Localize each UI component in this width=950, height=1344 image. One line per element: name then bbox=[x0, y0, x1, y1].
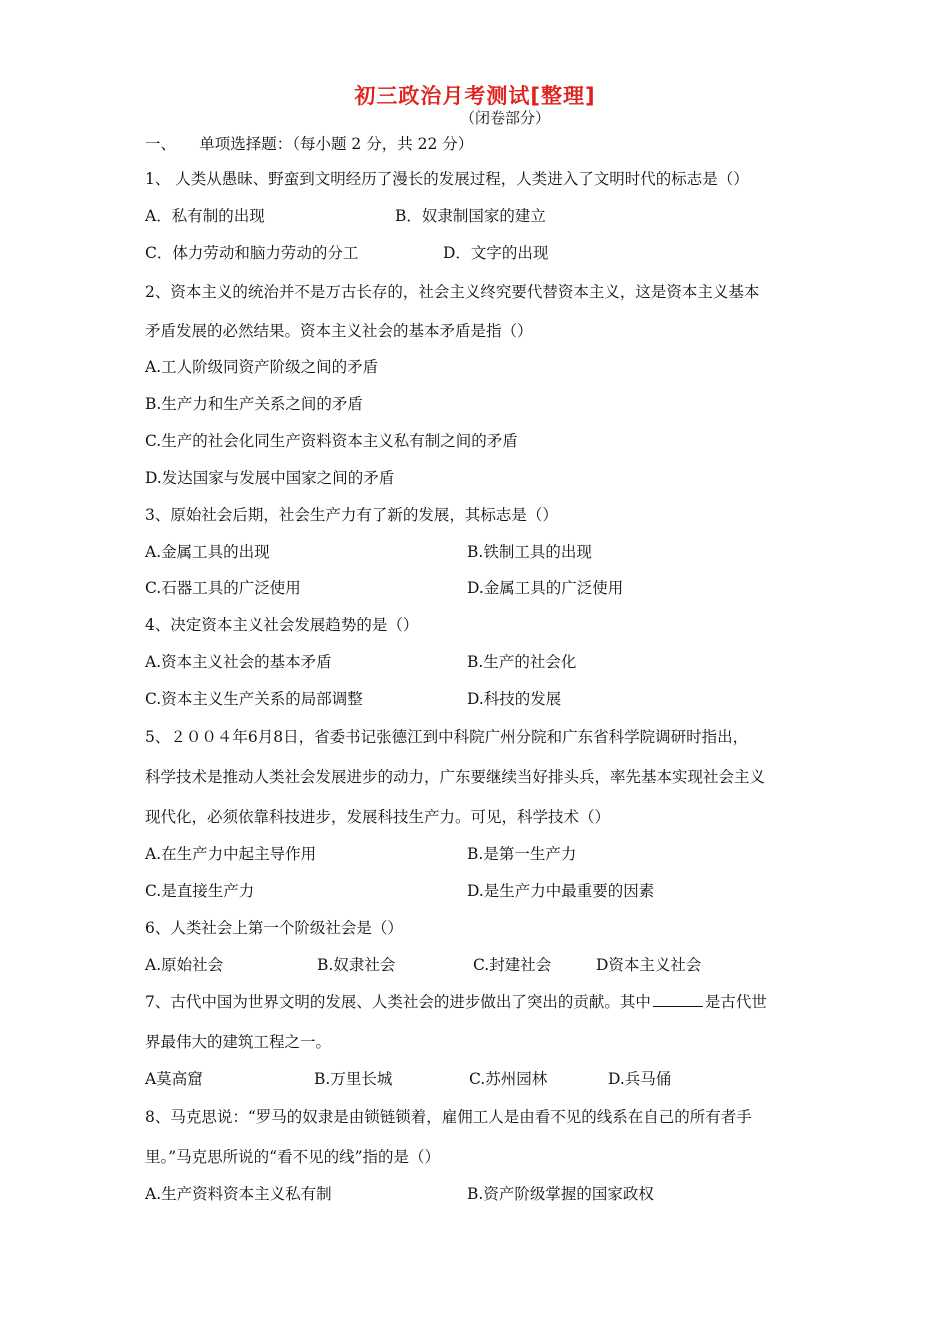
section-heading: 一、 单项选择题：（每小题 2 分，共 22 分） bbox=[145, 135, 474, 153]
question-1-option-a: A．私有制的出现 bbox=[145, 207, 265, 225]
question-5-option-a: A.在生产力中起主导作用 bbox=[145, 845, 317, 863]
question-7-stem-line-2: 界最伟大的建筑工程之一。 bbox=[145, 1033, 332, 1051]
question-6-option-b: B.奴隶社会 bbox=[317, 956, 396, 974]
question-3-option-c: C.石器工具的广泛使用 bbox=[145, 579, 301, 597]
question-6-option-c: C.封建社会 bbox=[473, 956, 552, 974]
question-5-stem-line-2: 科学技术是推动人类社会发展进步的动力，广东要继续当好排头兵，率先基本实现社会主义 bbox=[145, 768, 766, 786]
question-3-option-d: D.金属工具的广泛使用 bbox=[467, 579, 624, 597]
question-4-option-b: B.生产的社会化 bbox=[467, 653, 577, 671]
question-2-option-c: C.生产的社会化同生产资料资本主义私有制之间的矛盾 bbox=[145, 432, 518, 450]
page-title: 初三政治月考测试[整理] bbox=[354, 84, 596, 108]
page-subtitle: （闭卷部分） bbox=[459, 109, 550, 127]
question-8-option-b: B.资产阶级掌握的国家政权 bbox=[467, 1185, 654, 1203]
question-4-option-d: D.科技的发展 bbox=[467, 690, 562, 708]
question-7-option-a: A莫高窟 bbox=[145, 1070, 203, 1088]
question-3-option-a: A.金属工具的出现 bbox=[145, 543, 270, 561]
question-5-option-c: C.是直接生产力 bbox=[145, 882, 255, 900]
question-5-option-d: D.是生产力中最重要的因素 bbox=[467, 882, 655, 900]
question-7-option-b: B.万里长城 bbox=[314, 1070, 393, 1088]
question-6-option-d: D资本主义社会 bbox=[596, 956, 702, 974]
question-4-option-c: C.资本主义生产关系的局部调整 bbox=[145, 690, 363, 708]
question-2-option-d: D.发达国家与发展中国家之间的矛盾 bbox=[145, 469, 395, 487]
question-3-stem: 3、原始社会后期，社会生产力有了新的发展，其标志是（） bbox=[145, 506, 558, 524]
question-2-stem-line-1: 2、资本主义的统治并不是万古长存的，社会主义终究要代替资本主义，这是资本主义基本 bbox=[145, 283, 760, 301]
question-2-stem-line-2: 矛盾发展的必然结果。资本主义社会的基本矛盾是指（） bbox=[145, 322, 533, 340]
question-5-stem-line-3: 现代化，必须依靠科技进步，发展科技生产力。可见，科学技术（） bbox=[145, 808, 611, 826]
question-1-option-c: C．体力劳动和脑力劳动的分工 bbox=[145, 244, 359, 262]
question-7-stem-line-1 bbox=[145, 992, 767, 1012]
question-7-stem-part-2: 是古代世 bbox=[704, 993, 767, 1011]
question-2-option-b: B.生产力和生产关系之间的矛盾 bbox=[145, 395, 363, 413]
question-4-option-a: A.资本主义社会的基本矛盾 bbox=[145, 653, 332, 671]
question-5-option-b: B.是第一生产力 bbox=[467, 845, 577, 863]
question-7-option-d: D.兵马俑 bbox=[608, 1070, 672, 1088]
answer-blank bbox=[653, 992, 703, 1007]
question-8-stem-line-2: 里。”马克思所说的“看不见的线”指的是（） bbox=[145, 1148, 441, 1166]
question-3-option-b: B.铁制工具的出现 bbox=[467, 543, 592, 561]
question-6-stem: 6、人类社会上第一个阶级社会是（） bbox=[145, 919, 403, 937]
question-7-stem-part-1: 7、古代中国为世界文明的发展、人类社会的进步做出了突出的贡献。其中 bbox=[145, 993, 651, 1011]
question-8-stem-line-1: 8、马克思说：“罗马的奴隶是由锁链锁着，雇佣工人是由看不见的线系在自己的所有者手 bbox=[145, 1108, 752, 1126]
question-8-option-a: A.生产资料资本主义私有制 bbox=[145, 1185, 332, 1203]
question-7-option-c: C.苏州园林 bbox=[469, 1070, 548, 1088]
question-1-option-b: B．奴隶制国家的建立 bbox=[395, 207, 546, 225]
question-5-stem-line-1: 5、２００４年6月8日，省委书记张德江到中科院广州分院和广东省科学院调研时指出， bbox=[145, 728, 749, 746]
question-1-option-d: D．文字的出现 bbox=[443, 244, 549, 262]
question-4-stem: 4、决定资本主义社会发展趋势的是（） bbox=[145, 616, 419, 634]
question-1-stem: 1、 人类从愚昧、野蛮到文明经历了漫长的发展过程，人类进入了文明时代的标志是（） bbox=[145, 170, 749, 188]
question-2-option-a: A.工人阶级同资产阶级之间的矛盾 bbox=[145, 358, 379, 376]
question-6-option-a: A.原始社会 bbox=[145, 956, 224, 974]
